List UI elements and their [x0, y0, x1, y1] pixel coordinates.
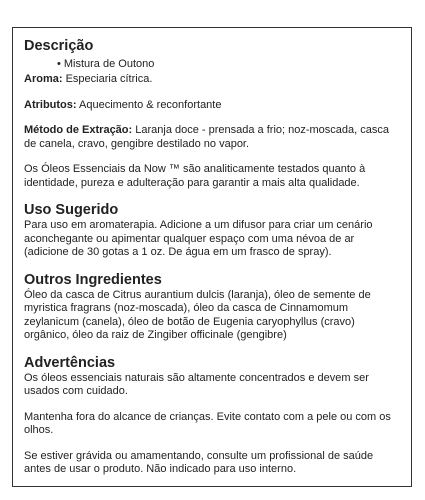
- atributos-label: Atributos:: [24, 98, 77, 111]
- metodo-line: [24, 124, 401, 151]
- aroma-value: Especiaria cítrica.: [65, 73, 153, 85]
- product-info-card: [12, 27, 412, 487]
- advertencias-heading: Advertências: [24, 354, 116, 371]
- ingredientes-heading: Outros Ingredientes: [24, 271, 162, 288]
- advertencias-p2: Mantenha fora do alcance de crianças. Evite contato com a pele ou com os olhos.: [24, 410, 391, 436]
- ingredientes-text: Óleo da casca de Citrus aurantium dulcis (laranja), óleo de semente de myristica fragrans (noz-moscada), óleo da casca de Cinnamomum zeylanicum (canela), óleo de botão de Eugenia caryophyllus (cravo) orgânico, óleo da raiz de Zingiber officinale (gengibre): [24, 288, 371, 341]
- blend-name: Mistura de Outono: [63, 58, 155, 70]
- quality-note: Os Óleos Essenciais da Now ™ são analiticamente testados quanto à identidade, pureza e adulteração para garantir a mais alta qualidade.: [24, 163, 366, 189]
- blend-list-item: [57, 58, 401, 71]
- bullet-icon: •: [57, 58, 61, 70]
- metodo-label: Método de Extração:: [24, 124, 133, 136]
- advertencias-p1: Os óleos essenciais naturais são altamente concentrados e devem ser usados com cuidado.: [24, 371, 369, 397]
- atributos-line: [24, 99, 401, 113]
- advertencias-p3: Se estiver grávida ou amamentando, consulte um profissional de saúde antes de usar o produto. Não indicado para uso interno.: [24, 449, 374, 475]
- uso-heading: Uso Sugerido: [24, 202, 119, 218]
- aroma-label: Aroma:: [24, 73, 63, 85]
- descricao-heading: Descrição: [24, 38, 94, 54]
- uso-text: Para uso em aromaterapia. Adicione a um difusor para criar um cenário aconchegante ou apimentar qualquer espaço com uma névoa de ar (adicione de 30 gotas a 1 oz. De água em um frasco de spray).: [24, 219, 373, 258]
- atributos-value: Aquecimento & reconfortante: [79, 98, 222, 111]
- aroma-line: [24, 73, 401, 87]
- metodo-value: Laranja doce - prensada a frio; noz-moscada, casca de canela, cravo, gengibre destilado no vapor.: [24, 124, 390, 150]
